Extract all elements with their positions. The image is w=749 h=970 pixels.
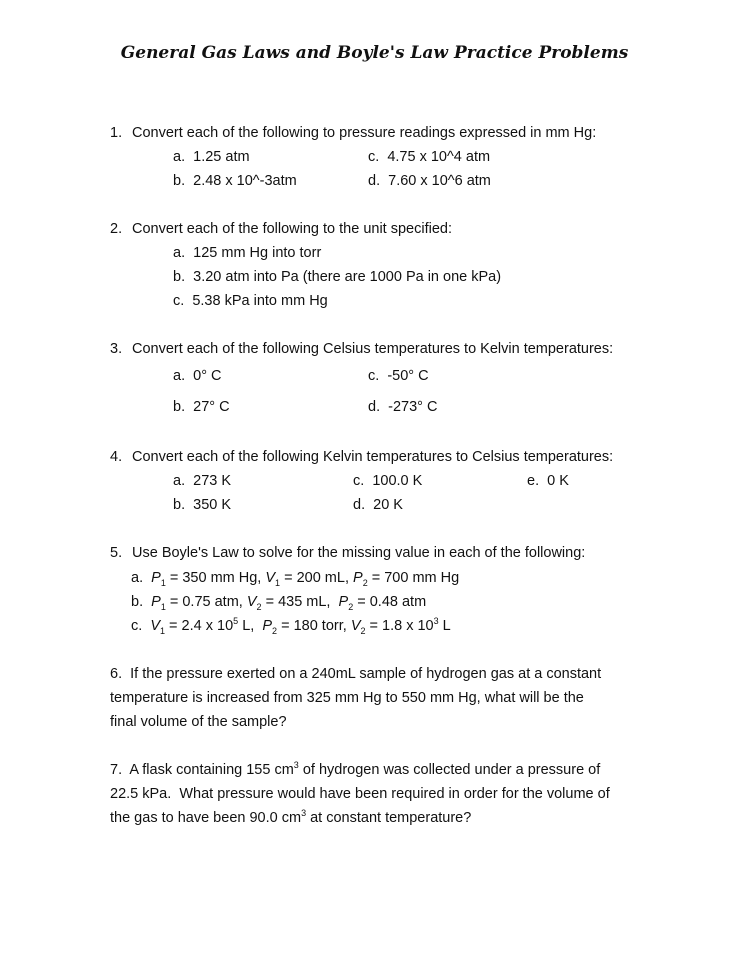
problem-1-item-c: c. 4.75 x 10^4 atm [368, 149, 491, 165]
problem-6-line-3: final volume of the sample? [110, 714, 287, 730]
problem-4-prompt: Convert each of the following Kelvin temperatures to Celsius temperatures: [132, 449, 614, 465]
problem-1-item-d: d. 7.60 x 10^6 atm [368, 173, 491, 189]
problem-1-item-a: a. 1.25 atm [173, 149, 250, 165]
problem-2-item-a: a. 125 mm Hg into torr [173, 245, 322, 261]
problem-4-item-c: c. 100.0 K [353, 473, 423, 489]
problem-4-number: 4. [110, 449, 123, 465]
page-title: General Gas Laws and Boyle's Law Practice Problems [120, 43, 629, 63]
problem-3-number: 3. [110, 341, 123, 357]
problem-3-item-c: c. -50° C [368, 368, 429, 384]
problem-2-number: 2. [110, 221, 123, 237]
problem-7-line-3: the gas to have been 90.0 $cm^3$ at constant temperature? [110, 808, 472, 826]
problem-5-prompt: Use Boyle's Law to solve for the missing value in each of the following: [132, 545, 586, 561]
problem-7-line-2: 22.5 kPa. What pressure would have been required in order for the volume of [110, 786, 610, 802]
problem-5-item-a: a. $P_1 = 350$ mm Hg, $V_1 = 200$ mL, $P_2 = 700$ mm Hg [131, 570, 460, 588]
problem-6-line-1: 6. If the pressure exerted on a 240mL sample of hydrogen gas at a constant [110, 666, 602, 682]
problem-5-item-c: c. $V_1 = 2.4$ x $10^5$ L, $P_2 = 180$ torr, $V_2 = 1.8$ x $10^3$ L [131, 616, 451, 636]
problem-5-number: 5. [110, 545, 123, 561]
problem-5-item-b: b. $P_1 = 0.75$ atm, $V_2 = 435$ mL, $P_2 = 0.48$ atm [131, 594, 427, 612]
problem-2-item-b: b. 3.20 atm into Pa (there are 1000 Pa in one kPa) [173, 269, 502, 285]
problem-4-item-e: e. 0 K [527, 473, 569, 489]
problem-2-prompt: Convert each of the following to the unit specified: [132, 221, 452, 237]
problem-1-number: 1. [110, 125, 123, 141]
problem-4-item-d: d. 20 K [353, 497, 403, 513]
problem-3-item-b: b. 27° C [173, 399, 230, 415]
problem-7-line-1: 7. A flask containing 155 $cm^3$ of hydrogen was collected under a pressure of [110, 760, 601, 778]
problem-4-item-b: b. 350 K [173, 497, 232, 513]
problem-3-item-d: d. -273° C [368, 399, 438, 415]
problem-6-line-2: temperature is increased from 325 mm Hg to 550 mm Hg, what will be the [110, 690, 584, 706]
problem-2-item-c: c. 5.38 kPa into mm Hg [173, 293, 328, 309]
problem-3-item-a: a. 0° C [173, 368, 222, 384]
problem-4-item-a: a. 273 K [173, 473, 232, 489]
problem-3-prompt: Convert each of the following Celsius temperatures to Kelvin temperatures: [132, 341, 614, 357]
problem-1-prompt: Convert each of the following to pressure readings expressed in mm Hg: [132, 125, 597, 141]
problem-1-item-b: b. 2.48 x 10^-3atm [173, 173, 297, 189]
